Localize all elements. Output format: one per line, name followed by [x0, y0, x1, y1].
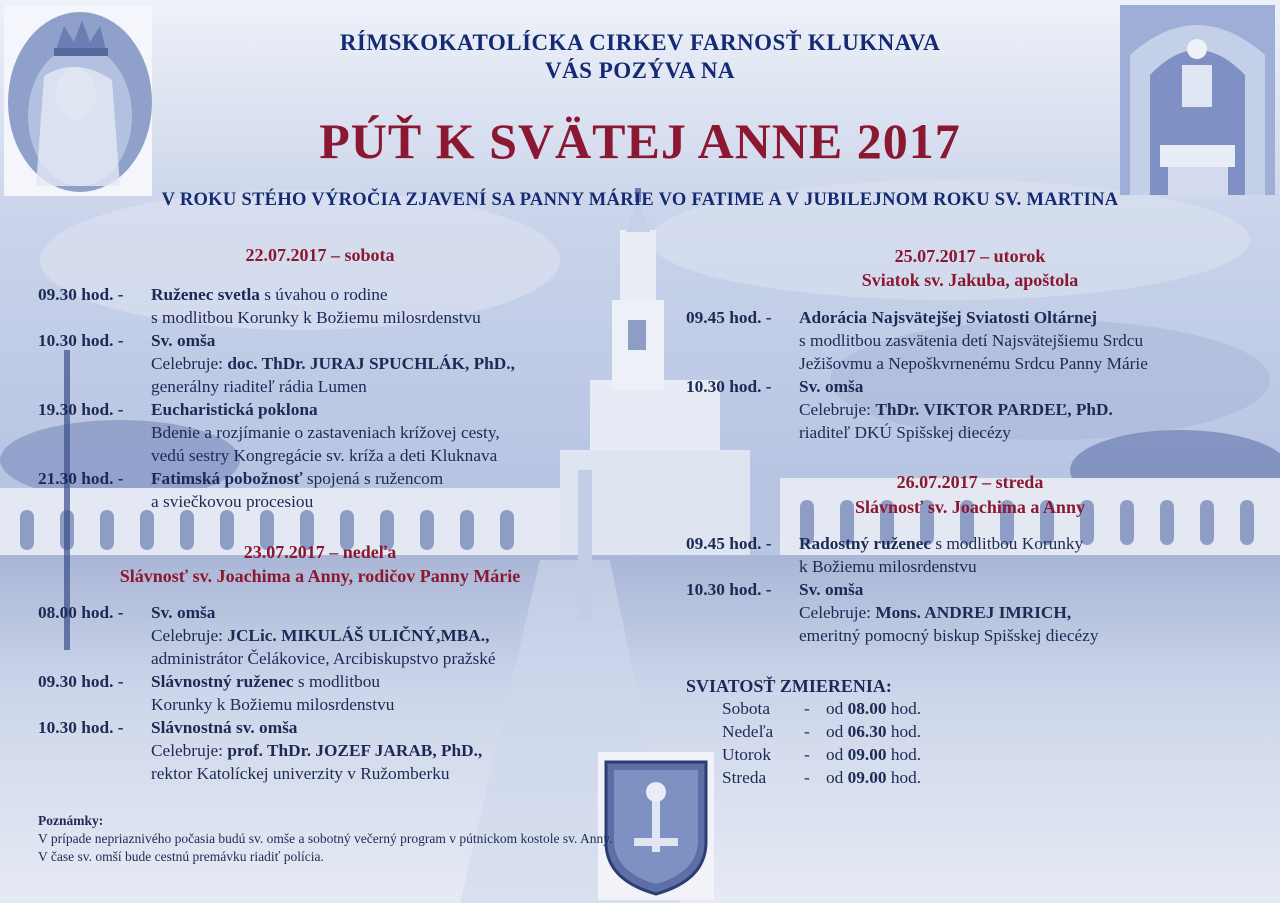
event-line: riaditeľ DKÚ Spišskej diecézy — [799, 423, 1011, 442]
confession-row — [722, 743, 925, 766]
confession-suffix: hod. — [886, 699, 922, 718]
event-line: rektor Katolíckej univerzity v Ružomberku — [151, 764, 450, 783]
event-line: a sviečkovou procesiou — [151, 492, 314, 511]
day2-event — [38, 716, 638, 785]
note-line: V čase sv. omší bude cestnú premávku riadiť polícia. — [38, 849, 324, 864]
event-line: k Božiemu milosrdenstvu — [799, 557, 977, 576]
event-title: Slávnostná sv. omša — [151, 718, 298, 737]
event-detail: s úvahou o rodine — [259, 285, 388, 304]
event-time: 21.30 hod. - — [38, 469, 124, 488]
event-time: 10.30 hod. - — [686, 377, 772, 396]
day3-event — [686, 306, 1266, 375]
day3-event — [686, 375, 1266, 444]
day1-date: 22.07.2017 – sobota — [245, 245, 395, 265]
event-title: Sv. omša — [799, 580, 864, 599]
day4-event — [686, 578, 1266, 647]
event-title: Adorácia Najsvätejšej Sviatosti Oltárnej — [799, 308, 1098, 327]
day4-date: 26.07.2017 – streda — [896, 472, 1044, 492]
event-time: 10.30 hod. - — [38, 331, 124, 350]
organizer-heading: RÍMSKOKATOLÍCKA CIRKEV FARNOSŤ KLUKNAVA — [339, 30, 941, 55]
event-time: 19.30 hod. - — [38, 400, 124, 419]
event-detail: s modlitbou Korunky — [931, 534, 1084, 553]
day1-event — [38, 329, 638, 398]
day3-date: 25.07.2017 – utorok — [894, 246, 1046, 266]
celebrant-name: Mons. ANDREJ IMRICH, — [875, 603, 1072, 622]
confession-time: 09.00 — [847, 768, 887, 787]
day1-event — [38, 283, 638, 329]
day4-program — [686, 532, 1266, 647]
confession-title: SVIATOSŤ ZMIERENIA: — [686, 676, 892, 696]
confession-schedule — [722, 697, 925, 789]
event-title: Sv. omša — [151, 331, 216, 350]
event-time: 08.00 hod. - — [38, 603, 124, 622]
event-line: emeritný pomocný biskup Spišskej diecézy — [799, 626, 1099, 645]
event-line: vedú sestry Kongregácie sv. kríža a deti Kluknava — [151, 446, 498, 465]
confession-time: 06.30 — [847, 722, 887, 741]
event-time: 09.45 hod. - — [686, 534, 772, 553]
day2-date: 23.07.2017 – nedeľa — [243, 542, 397, 562]
event-title: Sv. omša — [151, 603, 216, 622]
confession-time: 08.00 — [847, 699, 887, 718]
day2-event — [38, 601, 638, 670]
celebrant-label: Celebruje: — [151, 626, 228, 645]
event-time: 09.30 hod. - — [38, 672, 124, 691]
event-line: s modlitbou Korunky k Božiemu milosrdenstvu — [151, 308, 481, 327]
invitation-heading: VÁS POZÝVA NA — [544, 58, 736, 83]
event-line: generálny riaditeľ rádia Lumen — [151, 377, 367, 396]
day2-feast: Slávnosť sv. Joachima a Anny, rodičov Panny Márie — [119, 566, 521, 586]
confession-day: Streda — [722, 768, 767, 787]
event-time: 09.30 hod. - — [38, 285, 124, 304]
event-line: s modlitbou zasvätenia detí Najsvätejšiemu Srdcu — [799, 331, 1144, 350]
confession-sep: - — [804, 745, 810, 764]
day1-event — [38, 398, 638, 467]
event-title: Fatimská pobožnosť — [151, 469, 303, 488]
notes-title: Poznámky: — [38, 813, 104, 828]
confession-time: 09.00 — [847, 745, 887, 764]
confession-suffix: hod. — [886, 745, 922, 764]
confession-sep: - — [804, 768, 810, 787]
event-detail: s modlitbou — [293, 672, 380, 691]
day2-event — [38, 670, 638, 716]
confession-row — [722, 766, 925, 789]
notes — [38, 812, 613, 866]
celebrant-label: Celebruje: — [799, 603, 876, 622]
note-line: V prípade nepriaznivého počasia budú sv. omše a sobotný večerný program v pútnickom kostole sv. Anny. — [38, 831, 613, 846]
event-time: 10.30 hod. - — [38, 718, 124, 737]
event-time: 09.45 hod. - — [686, 308, 772, 327]
day1-event — [38, 467, 638, 513]
event-title: Slávnostný ruženec — [151, 672, 294, 691]
confession-prefix: od — [826, 722, 848, 741]
confession-row — [722, 720, 925, 743]
confession-suffix: hod. — [886, 722, 922, 741]
confession-prefix: od — [826, 699, 848, 718]
event-line: Ježišovmu a Nepoškvrnenému Srdcu Panny Márie — [799, 354, 1148, 373]
confession-sep: - — [804, 699, 810, 718]
event-detail: spojená s ružencom — [302, 469, 444, 488]
confession-prefix: od — [826, 768, 848, 787]
day3-program — [686, 306, 1266, 444]
event-time: 10.30 hod. - — [686, 580, 772, 599]
day4-event — [686, 532, 1266, 578]
day1-program — [38, 283, 638, 513]
celebrant-name: JCLic. MIKULÁŠ ULIČNÝ,MBA., — [227, 626, 490, 645]
event-line: administrátor Čelákovice, Arcibiskupstvo pražské — [151, 649, 496, 668]
day3-feast: Sviatok sv. Jakuba, apoštola — [861, 270, 1079, 290]
confession-row — [722, 697, 925, 720]
celebrant-label: Celebruje: — [151, 354, 228, 373]
confession-day: Nedeľa — [722, 722, 774, 741]
event-title: Radostný ruženec — [799, 534, 931, 553]
confession-day: Utorok — [722, 745, 771, 764]
celebrant-label: Celebruje: — [151, 741, 228, 760]
confession-prefix: od — [826, 745, 848, 764]
event-title: Ruženec svetla — [151, 285, 260, 304]
celebrant-name: doc. ThDr. JURAJ SPUCHLÁK, PhD., — [227, 354, 515, 373]
celebrant-name: prof. ThDr. JOZEF JARAB, PhD., — [227, 741, 483, 760]
confession-sep: - — [804, 722, 810, 741]
event-line: Korunky k Božiemu milosrdenstvu — [151, 695, 395, 714]
celebrant-name: ThDr. VIKTOR PARDEĽ, PhD. — [875, 400, 1113, 419]
confession-day: Sobota — [722, 699, 771, 718]
day2-program — [38, 601, 638, 785]
day4-feast: Slávnosť sv. Joachima a Anny — [855, 497, 1085, 517]
event-line: Bdenie a rozjímanie o zastaveniach krížovej cesty, — [151, 423, 500, 442]
page-subtitle: V ROKU STÉHO VÝROČIA ZJAVENÍ SA PANNY MÁRIE VO FATIME A V JUBILEJNOM ROKU SV. MARTINA — [161, 190, 1119, 210]
celebrant-label: Celebruje: — [799, 400, 876, 419]
event-title: Sv. omša — [799, 377, 864, 396]
page-title: PÚŤ K SVÄTEJ ANNE 2017 — [319, 113, 961, 169]
event-title: Eucharistická poklona — [151, 400, 318, 419]
confession-suffix: hod. — [886, 768, 922, 787]
